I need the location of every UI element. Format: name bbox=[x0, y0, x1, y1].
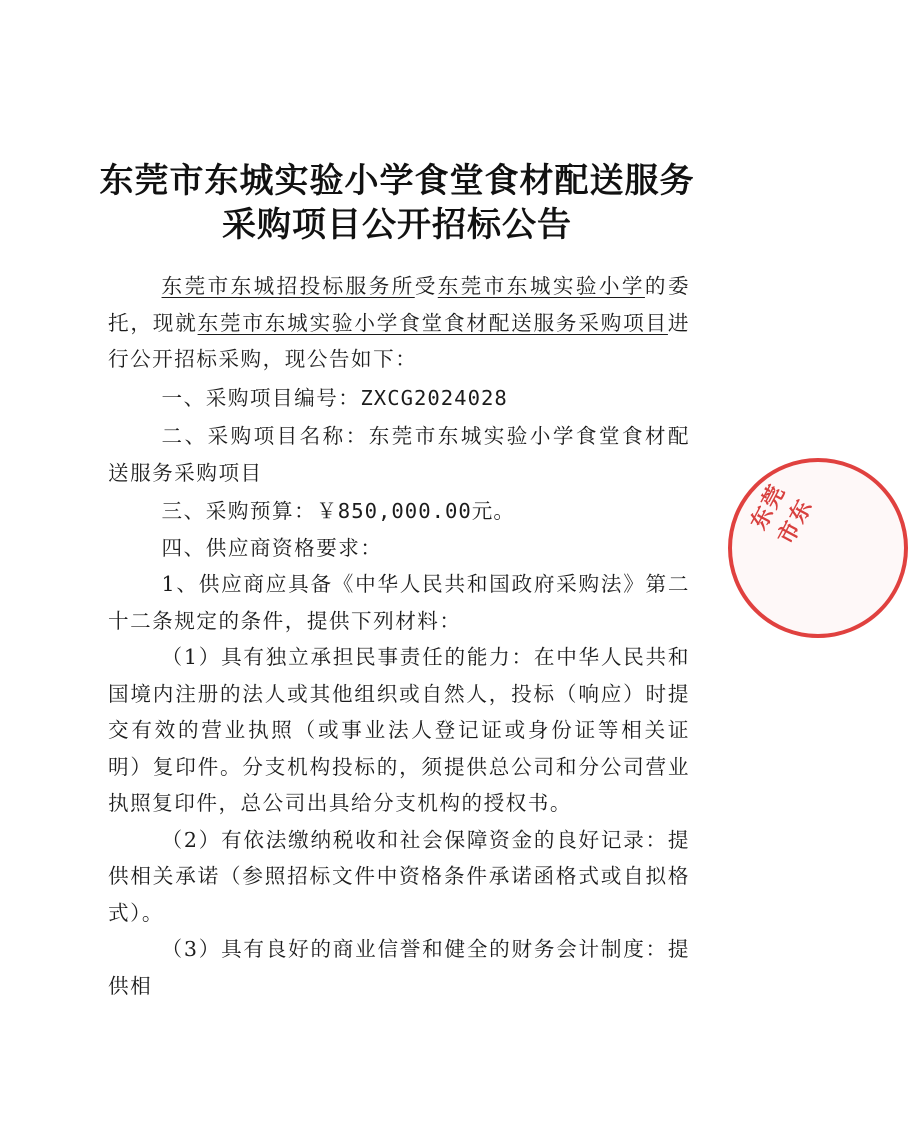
item3-label: 三、采购预算： bbox=[161, 499, 317, 523]
requirement-1-3: （3）具有良好的商业信誉和健全的财务会计制度：提供相 bbox=[108, 937, 690, 998]
client-name: 东莞市东城实验小学 bbox=[437, 274, 645, 298]
title-line-1: 东莞市东城实验小学食堂食材配送服务 bbox=[99, 161, 695, 201]
item4-label: 四、供应商资格要求： bbox=[161, 535, 383, 560]
item1-label: 一、采购项目编号： bbox=[161, 385, 361, 410]
official-seal bbox=[728, 458, 908, 638]
announcement-body bbox=[108, 268, 690, 1004]
item3-value: ￥850,000.00元。 bbox=[316, 499, 515, 523]
intro-text-b: 的委托，现就 bbox=[108, 274, 691, 335]
item-budget bbox=[108, 493, 690, 530]
title-line-2: 采购项目公开招标公告 bbox=[222, 205, 572, 245]
intro-text-c: 进行公开招标采购，现公告如下： bbox=[108, 310, 691, 371]
item1-value: ZXCG2024028 bbox=[360, 385, 508, 410]
intro-paragraph bbox=[108, 268, 690, 378]
requirement-1-1: （1）具有独立承担民事责任的能力：在中华人民共和国境内注册的法人或其他组织或自然人，投标（响应）时提交有效的营业执照（或事业法人登记证或身份证等相关证明）复印件。分支机构投标的，须提供总公司和分公司营业执照复印件，总公司出具给分支机构的授权书。 bbox=[108, 645, 690, 815]
intro-text-a: 受 bbox=[414, 274, 438, 298]
requirement-1: 1、供应商应具备《中华人民共和国政府采购法》第二十二条规定的条件，提供下列材料： bbox=[108, 572, 690, 633]
item2-value: 东莞市东城实验小学食堂食材配送服务采购项目 bbox=[108, 424, 691, 485]
requirement-1-2: （2）有依法缴纳税收和社会保障资金的良好记录：提供相关承诺（参照招标文件中资格条件承诺函格式或自拟格式）。 bbox=[108, 827, 690, 925]
item2-label: 二、采购项目名称： bbox=[161, 424, 369, 448]
project-name: 东莞市东城实验小学食堂食材配送服务采购项目 bbox=[197, 310, 668, 335]
item-project-name bbox=[108, 418, 690, 491]
item-qualifications bbox=[108, 530, 690, 567]
seal-text: 东莞市东 bbox=[745, 479, 819, 549]
item-project-number bbox=[108, 380, 690, 417]
agency-name: 东莞市东城招投标服务所 bbox=[161, 274, 415, 298]
